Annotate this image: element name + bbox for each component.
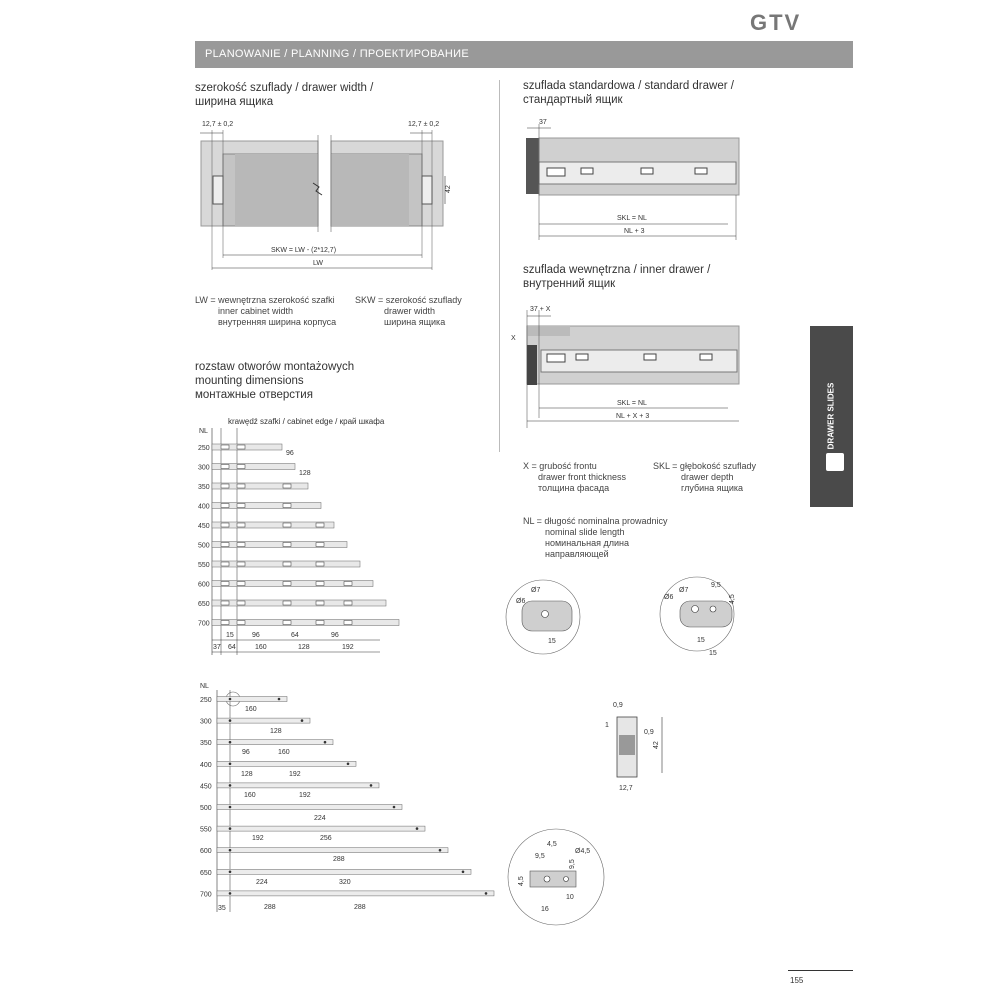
dim-15-c: 15 xyxy=(709,650,717,657)
mounting-table-2 xyxy=(200,683,494,912)
mount-hole xyxy=(229,784,232,787)
mount-slot xyxy=(221,465,229,469)
tolerance-left: 12,7 ± 0,2 xyxy=(202,121,234,128)
dim-37-x: 37 + X xyxy=(530,306,551,313)
mount-slot xyxy=(237,621,245,625)
hole-7b: Ø7 xyxy=(679,587,689,594)
mount-hole xyxy=(347,763,350,766)
hole-6b: Ø6 xyxy=(664,594,674,601)
dim-4-5-side: 4,5 xyxy=(518,876,525,886)
table2-dim: 224 xyxy=(314,815,326,822)
mount-slot xyxy=(237,601,245,605)
dim-lw: LW xyxy=(313,260,323,267)
dim-15-b: 15 xyxy=(697,637,705,644)
mount-slot xyxy=(237,562,245,566)
slide-bar xyxy=(217,761,356,766)
mount-slot xyxy=(283,543,291,547)
table1-row-label: 250 xyxy=(198,445,210,452)
hole-7: Ø7 xyxy=(531,587,541,594)
heading-line: внутренний ящик xyxy=(523,278,616,290)
mount-hole xyxy=(229,892,232,895)
table2-row-label: 300 xyxy=(200,718,212,726)
legend-line: drawer width xyxy=(384,306,436,316)
mount-hole xyxy=(485,892,488,895)
mounting-table-1 xyxy=(198,417,399,655)
page-number: 155 xyxy=(790,976,804,985)
table2-row-label: 550 xyxy=(200,826,212,834)
dim-1: 1 xyxy=(605,722,609,729)
heading-line: mounting dimensions xyxy=(195,375,304,387)
table1-dim: 96 xyxy=(331,632,339,639)
slide-bar xyxy=(212,542,347,548)
legend-line: drawer front thickness xyxy=(538,472,627,482)
inner-drawer-drawing xyxy=(511,306,739,428)
mount-hole xyxy=(301,719,304,722)
table2-row-label: 400 xyxy=(200,761,212,769)
mount-slot xyxy=(221,601,229,605)
heading-line: szuflada wewnętrzna / inner drawer / xyxy=(523,264,711,276)
table2-row-label: 500 xyxy=(200,805,212,812)
mount-slot xyxy=(316,601,324,605)
mount-slot xyxy=(283,562,291,566)
legend-line: SKW = szerokość szuflady xyxy=(355,295,462,305)
nl-label-1: NL xyxy=(199,428,208,435)
dim-skw: SKW = LW - (2*12,7) xyxy=(271,247,337,254)
table2-dim: 128 xyxy=(270,728,282,735)
mount-slot xyxy=(221,543,229,547)
heading-line: монтажные отверстия xyxy=(195,389,313,401)
dim-96-top: 96 xyxy=(286,450,294,457)
table1-dim: 15 xyxy=(226,632,234,639)
slide-bar xyxy=(217,869,471,874)
legend-line: X = grubość frontu xyxy=(523,461,597,471)
slide-bar xyxy=(217,848,448,853)
mount-slot xyxy=(316,621,324,625)
dim-35: 35 xyxy=(218,905,226,912)
dim-9-5: 9,5 xyxy=(711,582,721,589)
mount-slot xyxy=(221,523,229,527)
heading-line: ширина ящика xyxy=(195,96,274,108)
slide-bar xyxy=(217,826,425,831)
slide-bar xyxy=(217,783,379,788)
mount-slot xyxy=(316,543,324,547)
table2-dim: 320 xyxy=(339,879,351,886)
slide-bar xyxy=(217,740,333,745)
dim-42: 42 xyxy=(445,185,452,193)
dim-15-a: 15 xyxy=(548,638,556,645)
mount-hole xyxy=(229,827,232,830)
table2-row-label: 700 xyxy=(200,891,212,899)
table2-dim: 192 xyxy=(299,792,311,799)
legend-line: номинальная длина xyxy=(545,538,629,548)
table2-dim: 96 xyxy=(242,749,250,756)
side-tab-label: DRAWER SLIDES xyxy=(826,382,836,450)
table2-row-label: 650 xyxy=(200,869,212,877)
table1-row-label: 450 xyxy=(198,523,210,530)
mount-hole xyxy=(278,698,281,701)
mount-hole xyxy=(324,741,327,744)
dim-4-5-top: 4,5 xyxy=(547,841,557,848)
hole-detail-1 xyxy=(506,580,580,654)
dim-9-5-a: 9,5 xyxy=(535,853,545,860)
mount-hole xyxy=(229,719,232,722)
mount-slot xyxy=(237,523,245,527)
mount-hole xyxy=(229,806,232,809)
table2-dim: 256 xyxy=(320,835,332,842)
table1-row-label: 600 xyxy=(198,581,210,589)
mount-hole xyxy=(370,784,373,787)
table1-dim: 160 xyxy=(255,644,267,651)
mount-slot xyxy=(344,601,352,605)
table1-row-label: 500 xyxy=(198,542,210,550)
table1-row-label: 400 xyxy=(198,503,210,511)
mount-slot xyxy=(221,621,229,625)
table2-dim: 160 xyxy=(244,792,256,799)
nl-label-2: NL xyxy=(200,683,209,690)
dim-10: 10 xyxy=(566,894,574,901)
mount-hole xyxy=(229,849,232,852)
mount-slot xyxy=(283,504,291,508)
table2-row-label: 250 xyxy=(200,697,212,704)
table2-row-label: 450 xyxy=(200,783,212,791)
dim-9-5-b: 9,5 xyxy=(569,859,576,869)
legend-line: nominal slide length xyxy=(545,527,625,537)
mount-hole xyxy=(393,806,396,809)
mount-slot xyxy=(221,484,229,488)
heading-line: rozstaw otworów montażowych xyxy=(195,361,355,373)
table2-dim: 288 xyxy=(333,856,345,863)
table2-row-label: 600 xyxy=(200,848,212,856)
hole-6: Ø6 xyxy=(516,598,526,605)
legend-line: inner cabinet width xyxy=(218,306,294,316)
table2-dim: 128 xyxy=(241,771,253,778)
table2-dim: 288 xyxy=(264,904,276,911)
mount-slot xyxy=(237,543,245,547)
dim-37: 37 xyxy=(539,119,547,126)
mount-hole xyxy=(229,871,232,874)
mount-slot xyxy=(316,562,324,566)
dim-skl: SKL = NL xyxy=(617,215,647,222)
mount-slot xyxy=(237,582,245,586)
dim-x: X xyxy=(511,335,516,342)
table2-dim: 288 xyxy=(354,904,366,911)
mount-slot xyxy=(237,484,245,488)
legend-line: drawer depth xyxy=(681,472,734,482)
legend-line: толщина фасада xyxy=(538,483,610,493)
mount-slot xyxy=(221,445,229,449)
legend-line: NL = długość nominalna prowadnicy xyxy=(523,516,668,526)
table2-row-label: 350 xyxy=(200,740,212,748)
mount-hole xyxy=(229,763,232,766)
mount-slot xyxy=(283,582,291,586)
mount-slot xyxy=(283,523,291,527)
dim-skl-inner: SKL = NL xyxy=(617,400,647,407)
table1-row-label: 700 xyxy=(198,620,210,628)
table1-dim: 192 xyxy=(342,644,354,651)
table1-dim: 128 xyxy=(298,644,310,651)
mount-slot xyxy=(221,582,229,586)
table1-row-label: 350 xyxy=(198,484,210,491)
mount-slot xyxy=(316,582,324,586)
tolerance-right: 12,7 ± 0,2 xyxy=(408,121,440,128)
section-header-title: PLANOWANIE / PLANNING / ПРОЕКТИРОВАНИЕ xyxy=(205,48,469,60)
gtv-logo: GTV xyxy=(750,10,802,35)
mount-slot xyxy=(237,465,245,469)
heading-line: стандартный ящик xyxy=(523,94,623,106)
table2-dim: 160 xyxy=(245,706,257,713)
legend-line: SKL = głębokość szuflady xyxy=(653,461,756,471)
dim-16: 16 xyxy=(541,906,549,913)
hole-detail-3 xyxy=(508,829,604,925)
legend-line: направляющей xyxy=(545,549,609,559)
table1-dim: 37 xyxy=(213,644,221,651)
slide-bar xyxy=(217,805,402,810)
mount-slot xyxy=(221,562,229,566)
mount-slot xyxy=(283,621,291,625)
mount-slot xyxy=(344,621,352,625)
mount-slot xyxy=(283,601,291,605)
profile-detail xyxy=(605,702,662,792)
table1-row-label: 650 xyxy=(198,601,210,608)
legend-line: внутренняя ширина корпуса xyxy=(218,317,337,327)
mount-hole xyxy=(229,698,232,701)
slide-bar xyxy=(212,522,334,528)
heading-line: szerokość szuflady / drawer width / xyxy=(195,82,374,94)
table2-dim: 192 xyxy=(252,835,264,842)
slide-bar xyxy=(217,891,494,896)
dim-12-7: 12,7 xyxy=(619,785,633,792)
mount-slot xyxy=(237,445,245,449)
drawer-width-drawing xyxy=(200,121,452,270)
mount-hole xyxy=(416,827,419,830)
mount-hole xyxy=(229,741,232,744)
legend-line: ширина ящика xyxy=(384,317,446,327)
legend-line: глубина ящика xyxy=(681,483,744,493)
table2-dim: 192 xyxy=(289,771,301,778)
table1-row-label: 300 xyxy=(198,464,210,472)
mount-slot xyxy=(316,523,324,527)
hole-4-5: Ø4,5 xyxy=(575,848,591,855)
slide-bar xyxy=(217,697,287,702)
mount-slot xyxy=(283,484,291,488)
mount-slot xyxy=(344,582,352,586)
dim-42-profile: 42 xyxy=(653,741,660,749)
table1-dim: 64 xyxy=(291,632,299,639)
standard-drawer-drawing xyxy=(526,119,739,240)
dim-4-5: 4,5 xyxy=(729,594,736,604)
legend-line: LW = wewnętrzna szerokość szafki xyxy=(195,295,335,305)
cabinet-edge-label: krawędź szafki / cabinet edge / край шкафа xyxy=(228,417,385,426)
dim-nlx3: NL + X + 3 xyxy=(616,413,650,420)
mount-slot xyxy=(237,504,245,508)
dim-0-9-side: 0,9 xyxy=(644,729,654,736)
dim-nl3: NL + 3 xyxy=(624,228,645,235)
table2-dim: 224 xyxy=(256,879,268,886)
table2-dim: 160 xyxy=(278,749,290,756)
table1-dim: 64 xyxy=(228,644,236,651)
table1-dim: 96 xyxy=(252,632,260,639)
dim-0-9-top: 0,9 xyxy=(613,702,623,709)
mount-hole xyxy=(462,871,465,874)
mount-slot xyxy=(221,504,229,508)
mount-hole xyxy=(439,849,442,852)
table1-row-label: 550 xyxy=(198,562,210,569)
dim-128-top: 128 xyxy=(299,470,311,477)
hole-detail-2 xyxy=(660,577,736,657)
heading-line: szuflada standardowa / standard drawer / xyxy=(523,80,734,92)
